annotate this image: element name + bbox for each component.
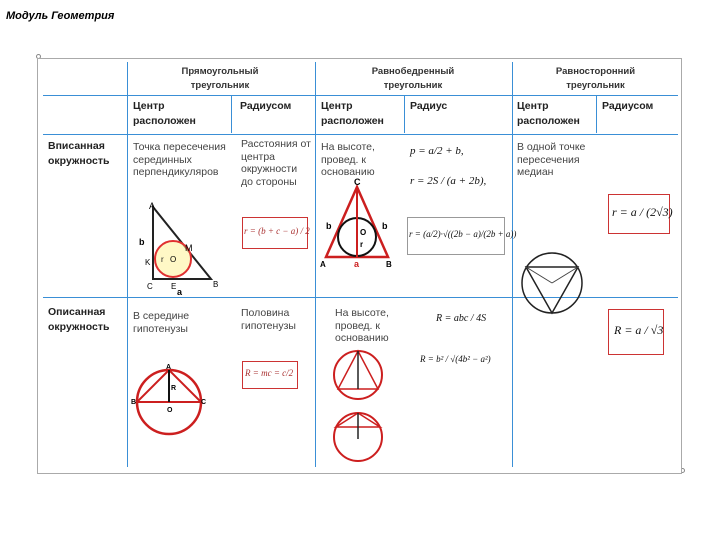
- fig-label: r: [360, 240, 364, 249]
- grid-line: [127, 62, 128, 467]
- formula-right-circumscribed: R = mc = c/2: [245, 368, 294, 378]
- formula-iso-p: p = a/2 + b,: [410, 145, 464, 157]
- formula-eq-inscribed: r = a / (2√3): [612, 205, 673, 219]
- row-label-inscribed: Вписанная окружность: [48, 140, 110, 167]
- fig-label: O: [360, 228, 367, 237]
- subheader-radius-2: Радиус: [410, 100, 448, 112]
- col-header-right-triangle: Прямоугольный треугольник: [181, 66, 259, 91]
- fig-label: a: [354, 259, 360, 269]
- circumscribed-iso-center: На высоте, провед. к основанию: [335, 307, 389, 344]
- subheader-center-2: Центр расположен: [321, 100, 384, 127]
- fig-label: A: [320, 260, 326, 269]
- grid-line: [231, 95, 232, 133]
- subheader-radius-1: Радиусом: [240, 100, 292, 112]
- fig-label: b: [139, 237, 145, 247]
- page-title: Модуль Геометрия: [6, 10, 115, 22]
- right-triangle-inscribed-figure: [133, 199, 223, 295]
- isosceles-circumscribed-figure-1: [330, 347, 386, 403]
- subheader-radius-3: Радиусом: [602, 100, 654, 112]
- inscribed-iso-center: На высоте, провед. к основанию: [321, 141, 375, 178]
- inscribed-right-radius: Расстояния от центра окружности до стороны: [241, 138, 311, 188]
- isosceles-triangle-inscribed-figure: [318, 177, 396, 269]
- fig-label: E: [171, 282, 177, 291]
- fig-label: M: [185, 243, 193, 253]
- col-header-equilateral-triangle: Равносторонний треугольник: [555, 66, 636, 91]
- inscribed-right-center: Точка пересечения серединных перпендикуляров: [133, 141, 226, 178]
- inscribed-eq-center: В одной точке пересечения медиан: [517, 141, 586, 178]
- subheader-center-3: Центр расположен: [517, 100, 580, 127]
- formula-eq-circumscribed: R = a / √3: [614, 323, 664, 337]
- formula-iso-r2: r = (a/2)·√((2b − a)/(2b + a)): [409, 229, 517, 239]
- circumscribed-right-center: В середине гипотенузы: [133, 310, 190, 335]
- formula-right-inscribed: r = (b + c − a) / 2: [244, 226, 310, 236]
- fig-label: C: [354, 177, 361, 187]
- circumscribed-right-radius: Половина гипотенузы: [241, 307, 296, 332]
- equilateral-triangle-figure: [514, 245, 594, 315]
- grid-line: [315, 62, 316, 467]
- right-triangle-circumscribed-figure: [131, 362, 207, 438]
- fig-label: b: [382, 221, 388, 231]
- fig-label: O: [170, 255, 177, 264]
- fig-label: r: [161, 255, 164, 264]
- formula-iso-R1: R = abc / 4S: [436, 313, 487, 324]
- fig-label: A: [149, 201, 156, 211]
- fig-label: B: [213, 280, 219, 289]
- fig-label: B: [131, 399, 137, 406]
- fig-label: b: [326, 221, 332, 231]
- formula-iso-r1: r = 2S / (a + 2b),: [410, 175, 487, 187]
- formula-iso-R2: R = b² / √(4b² − a²): [420, 354, 491, 364]
- fig-label: K: [145, 258, 151, 267]
- fig-label: O: [167, 407, 173, 414]
- fig-label: B: [386, 260, 392, 269]
- row-label-circumscribed: Описанная окружность: [48, 306, 110, 333]
- grid-line: [512, 62, 513, 467]
- fig-label: C: [147, 282, 153, 291]
- fig-label: A: [166, 364, 172, 371]
- fig-label: C: [201, 399, 207, 406]
- geometry-table: [37, 58, 682, 474]
- fig-label: R: [171, 385, 177, 392]
- subheader-center-1: Центр расположен: [133, 100, 196, 127]
- fig-label: a: [177, 287, 183, 295]
- isosceles-circumscribed-figure-2: [330, 409, 386, 465]
- grid-line: [404, 95, 405, 133]
- grid-line: [43, 134, 678, 135]
- col-header-isosceles-triangle: Равнобедренный треугольник: [371, 66, 455, 91]
- grid-line: [43, 95, 678, 96]
